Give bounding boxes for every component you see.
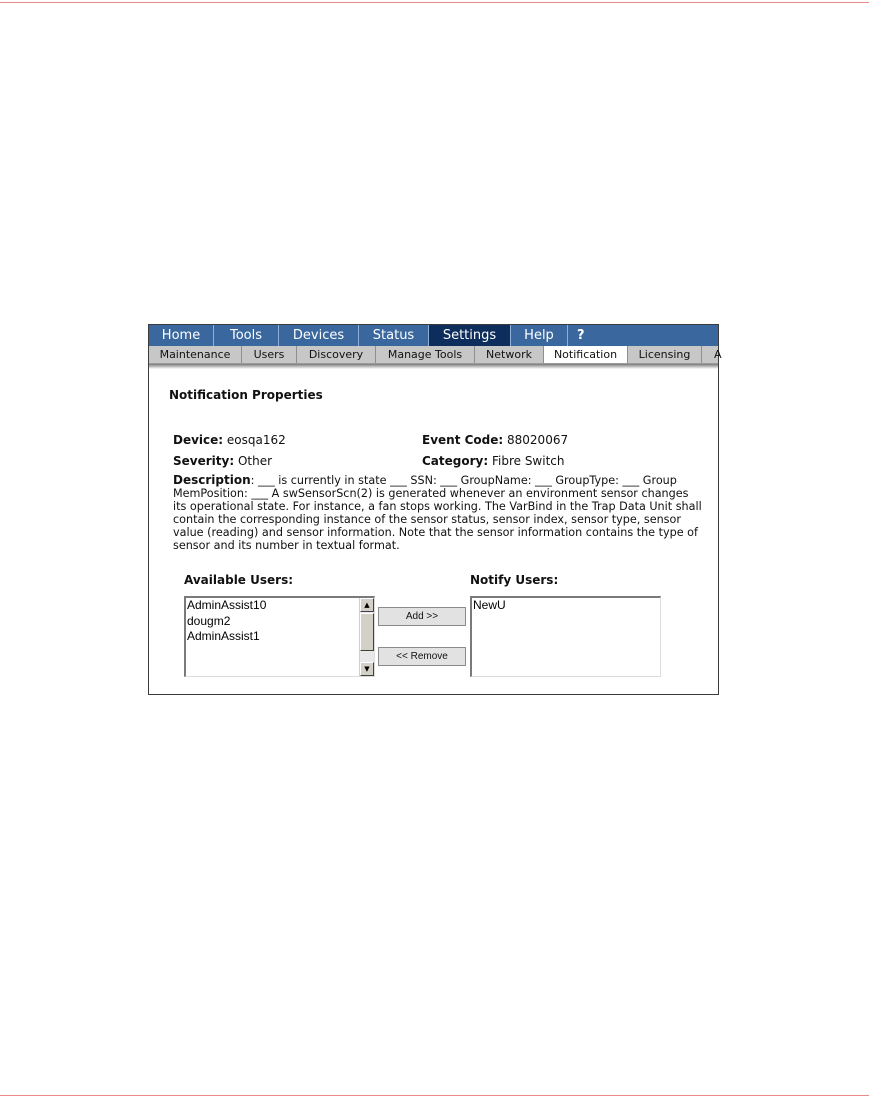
list-item[interactable]: dougm2 (187, 613, 231, 628)
tab-help[interactable]: Help (511, 325, 568, 346)
page-top-rule (0, 2, 869, 3)
category-label: Category: (422, 454, 489, 468)
description-label: Description (173, 473, 251, 487)
device-field (173, 433, 286, 447)
severity-value: Other (234, 454, 273, 468)
notify-users-list[interactable] (470, 596, 661, 677)
event-code-label: Event Code: (422, 433, 504, 447)
subtab-network[interactable]: Network (475, 346, 544, 363)
notify-users-label: Notify Users: (470, 573, 559, 587)
scroll-up-icon[interactable]: ▲ (360, 598, 374, 612)
scroll-down-icon[interactable]: ▼ (360, 662, 374, 676)
tab-status[interactable]: Status (359, 325, 429, 346)
remove-button[interactable]: << Remove (378, 647, 466, 666)
list-item[interactable]: AdminAssist10 (187, 598, 267, 612)
subtab-manage-tools[interactable]: Manage Tools (376, 346, 475, 363)
main-nav (149, 325, 718, 346)
tab-settings[interactable]: Settings (429, 325, 511, 346)
subtab-overflow[interactable]: A (714, 348, 722, 361)
device-value: eosqa162 (223, 433, 286, 447)
list-item[interactable]: NewU (473, 598, 506, 612)
available-users-list[interactable] (184, 596, 375, 677)
available-users-label: Available Users: (184, 573, 294, 587)
subtab-licensing[interactable]: Licensing (628, 346, 702, 363)
subtab-discovery[interactable]: Discovery (297, 346, 376, 363)
tab-shadow (149, 364, 718, 369)
severity-field (173, 454, 272, 468)
tab-home[interactable]: Home (149, 325, 214, 346)
section-title: Notification Properties (169, 388, 323, 402)
event-code-field (422, 433, 568, 447)
notification-window (148, 324, 722, 695)
page-bottom-rule (0, 1095, 869, 1096)
description-text (173, 474, 703, 553)
available-users-scrollbar[interactable] (359, 598, 374, 676)
help-question-icon[interactable]: ? (577, 328, 585, 343)
add-button[interactable]: Add >> (378, 607, 466, 626)
severity-label: Severity: (173, 454, 235, 468)
subtab-maintenance[interactable]: Maintenance (149, 346, 242, 363)
list-item[interactable]: AdminAssist1 (187, 629, 260, 643)
tab-devices[interactable]: Devices (279, 325, 359, 346)
category-field (422, 454, 565, 468)
subtab-users[interactable]: Users (242, 346, 297, 363)
description-value: : ___ is currently in state ___ SSN: ___ GroupName: ___ GroupType: ___ Group MemPosition: ___ A swSensorScn(2) is generated whenever an environment sensor changes its operational state. For instance, a fan stops working. The VarBind in the Trap Data Unit shall contain the corresponding instance of the sensor status, sensor index, sensor type, sensor value (reading) and sensor information. Note that the sensor information contains the type of sensor and its number in textual format. (173, 474, 702, 553)
sub-nav (149, 346, 722, 364)
event-code-value: 88020067 (503, 433, 569, 447)
tab-tools[interactable]: Tools (214, 325, 279, 346)
scroll-thumb[interactable] (360, 613, 374, 651)
category-value: Fibre Switch (488, 454, 565, 468)
subtab-notification[interactable]: Notification (544, 346, 628, 363)
device-label: Device: (173, 433, 224, 447)
